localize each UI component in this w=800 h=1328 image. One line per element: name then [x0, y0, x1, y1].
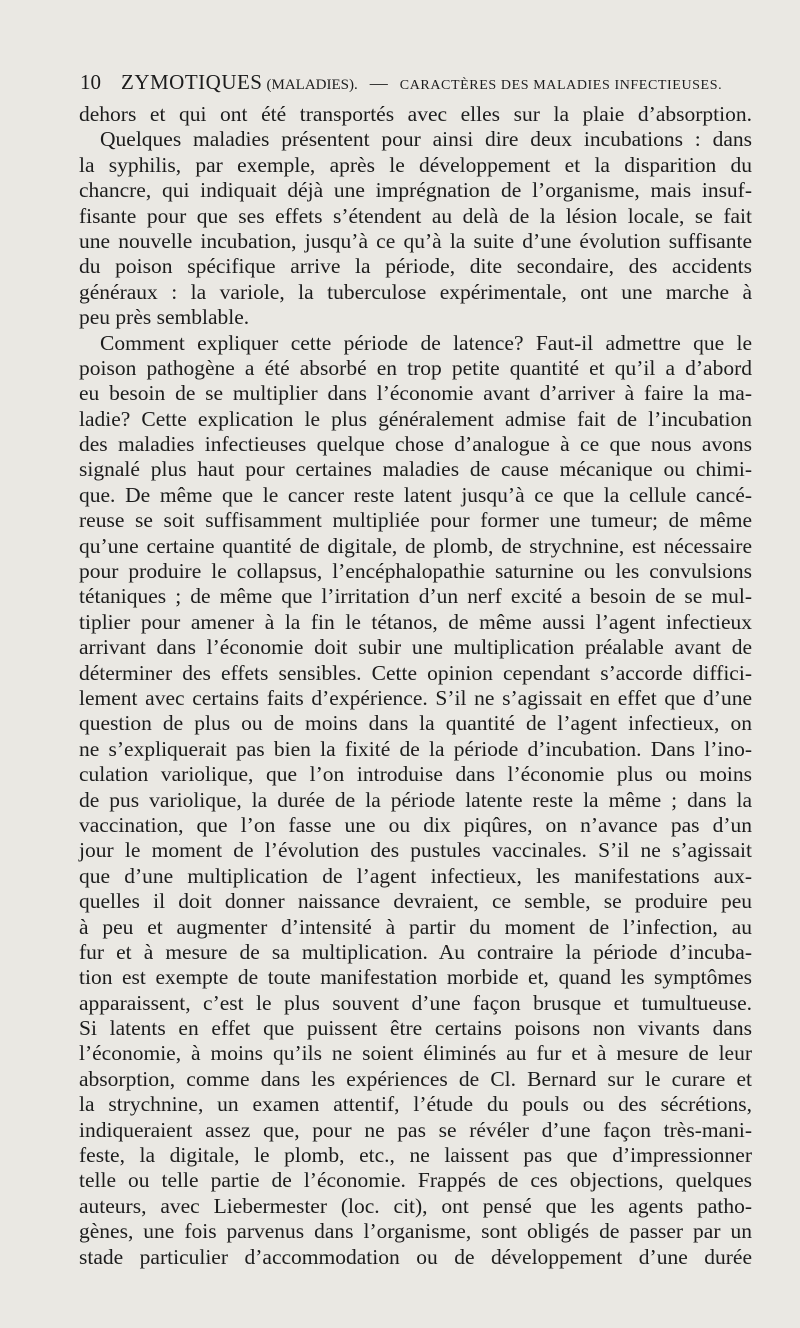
text-line: reuse se soit suffisamment multipliée pour former une tumeur; de même [79, 508, 752, 533]
text-line: à peu et augmenter d’intensité à partir du moment de l’infection, au [79, 914, 752, 939]
text-line: gènes, une fois parvenus dans l’organisme, sont obligés de passer par un [79, 1219, 752, 1244]
header-subword: (MALADIES). [266, 77, 358, 93]
page-number: 10 [80, 70, 101, 94]
text-line: du poison spécifique arrive la période, dite secondaire, des accidents [79, 254, 752, 279]
text-line: Comment expliquer cette période de latence? Faut-il admettre que le [100, 330, 752, 355]
text-line: indiqueraient assez que, pour ne pas se révéler d’une façon très-mani- [79, 1117, 752, 1142]
text-line: telle ou telle partie de l’économie. Frappés de ces objections, quelques [79, 1168, 752, 1193]
text-line: arrivant dans l’économie doit subir une multiplication préalable avant de [79, 635, 752, 660]
text-line: que d’une multiplication de l’agent infectieux, les manifestations aux- [79, 863, 752, 888]
header-section-title: CARACTÈRES DES MALADIES INFECTIEUSES. [399, 78, 723, 93]
text-line: généraux : la variole, la tuberculose expérimentale, ont une marche à [79, 279, 752, 304]
text-line: apparaissent, c’est le plus souvent d’une façon brusque et tumultueuse. [79, 990, 752, 1015]
text-line: quelles il doit donner naissance devraient, ce semble, se produire peu [79, 889, 752, 914]
text-line: tion est exempte de toute manifestation morbide et, quand les symptômes [79, 965, 752, 990]
text-line: déterminer des effets sensibles. Cette opinion cependant s’accorde diffici- [79, 660, 752, 685]
text-line: lement avec certains faits d’expérience. S’il ne s’agissait en effet que d’une [79, 685, 752, 710]
text-line: chancre, qui indiquait déjà une imprégnation de l’organisme, mais insuf- [79, 178, 752, 203]
text-line: feste, la digitale, le plomb, etc., ne laissent pas que d’impressionner [79, 1143, 752, 1168]
text-line: des maladies infectieuses quelque chose d’analogue à ce que nous avons [79, 432, 752, 457]
text-line: que. De même que le cancer reste latent jusqu’à ce que la cellule cancé- [79, 482, 752, 507]
running-header [80, 70, 752, 100]
text-line: eu besoin de se multiplier dans l’économie avant d’arriver à faire la ma- [79, 381, 752, 406]
text-line: tétaniques ; de même que l’irritation d’un nerf excité a besoin de se mul- [79, 584, 752, 609]
text-line: dehors et qui ont été transportés avec elles sur la plaie d’absorption. [79, 102, 752, 126]
text-line: tiplier pour amener à la fin le tétanos, de même aussi l’agent infectieux [79, 609, 752, 634]
text-line: fur et à mesure de sa multiplication. Au contraire la période d’incuba- [79, 939, 752, 964]
text-line: signalé plus haut pour certaines maladies de cause mécanique ou chimi- [79, 457, 752, 482]
text-line: jour le moment de l’évolution des pustules vaccinales. S’il ne s’agissait [79, 838, 752, 863]
text-line: auteurs, avec Liebermester (loc. cit), ont pensé que les agents patho- [79, 1193, 752, 1218]
text-line: la strychnine, un examen attentif, l’étude du pouls ou des sécrétions, [79, 1092, 752, 1117]
header-headword: ZYMOTIQUES [121, 70, 263, 94]
body-text [79, 102, 752, 1270]
text-line: qu’une certaine quantité de digitale, de plomb, de strychnine, est nécessaire [79, 533, 752, 558]
text-line: fisante pour que ses effets s’étendent au delà de la lésion locale, se fait [79, 203, 752, 228]
text-line: l’économie, à moins qu’ils ne soient éliminés au fur et à mesure de leur [79, 1041, 752, 1066]
text-line: question de plus ou de moins dans la quantité de l’agent infectieux, on [79, 711, 752, 736]
text-line: Quelques maladies présentent pour ainsi dire deux incubations : dans [100, 127, 752, 152]
text-line: une nouvelle incubation, jusqu’à ce qu’à la suite d’une évolution suffisante [79, 228, 752, 253]
text-line: absorption, comme dans les expériences de Cl. Bernard sur le curare et [79, 1066, 752, 1091]
text-line: la syphilis, par exemple, après le développement et la disparition du [79, 152, 752, 177]
text-line: vaccination, que l’on fasse une ou dix piqûres, on n’avance pas d’un [79, 812, 752, 837]
text-line: peu près semblable. [79, 305, 250, 330]
text-line: Si latents en effet que puissent être certains poisons non vivants dans [79, 1016, 752, 1041]
text-line: poison pathogène a été absorbé en trop petite quantité et qu’il a d’abord [79, 355, 752, 380]
text-line: pour produire le collapsus, l’encéphalopathie saturnine ou les convulsions [79, 559, 752, 584]
text-line: ladie? Cette explication le plus généralement admise fait de l’incubation [79, 406, 752, 431]
text-line: culation variolique, que l’on introduise dans l’économie plus ou moins [79, 762, 752, 787]
text-line: de pus variolique, la durée de la période latente reste la même ; dans la [79, 787, 752, 812]
text-line: ne s’expliquerait pas bien la fixité de la période d’incubation. Dans l’ino- [79, 736, 752, 761]
header-dash: — [369, 73, 388, 93]
text-line: stade particulier d’accommodation ou de développement d’une durée [79, 1244, 752, 1269]
